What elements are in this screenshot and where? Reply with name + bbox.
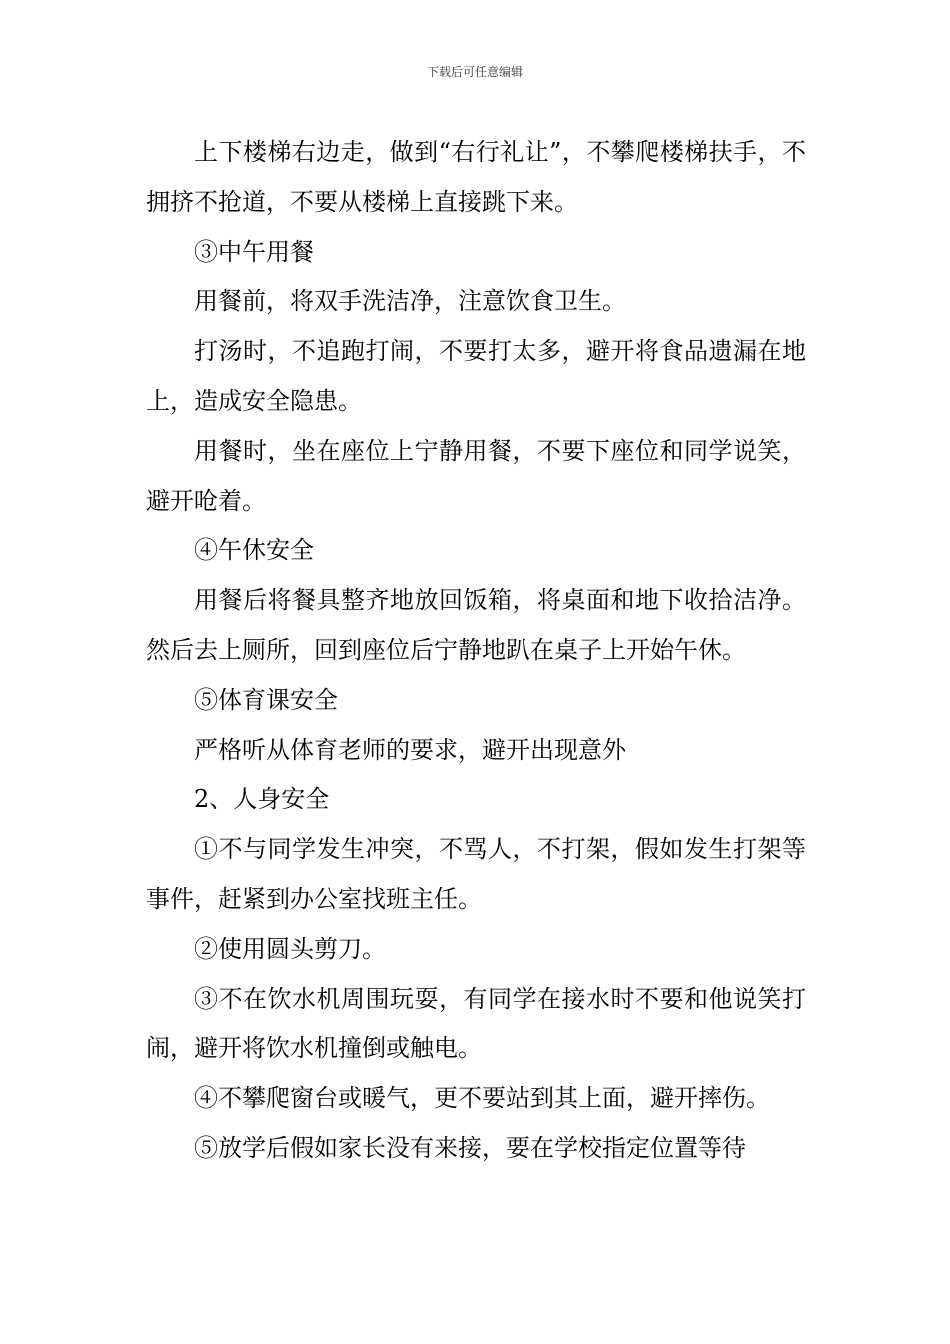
paragraph-during-meal: 用餐时，坐在座位上宁静用餐，不要下座位和同学说笑，避开呛着。	[146, 436, 806, 515]
paragraph-after-school: ⑤放学后假如家长没有来接，要在学校指定位置等待	[194, 1133, 746, 1162]
page-header: 下载后可任意编辑	[426, 65, 523, 79]
paragraph-serving-soup: 打汤时，不追跑打闹，不要打太多，避开将食品遗漏在地上，造成安全隐患。	[146, 337, 806, 415]
heading-pe-safety: ⑤体育课安全	[194, 685, 338, 714]
heading-nap-safety: ④午休安全	[194, 536, 314, 565]
heading-lunch: ③中午用餐	[194, 237, 314, 266]
paragraph-no-climbing: ④不攀爬窗台或暖气，更不要站到其上面，避开摔伤。	[194, 1084, 770, 1113]
paragraph-before-meal: 用餐前，将双手洗洁净，注意饮食卫生。	[194, 287, 626, 316]
paragraph-pe-rules: 严格听从体育老师的要求，避开出现意外	[194, 735, 626, 764]
paragraph-water-dispenser: ③不在饮水机周围玩耍，有同学在接水时不要和他说笑打闹，避开将饮水机撞倒或触电。	[146, 984, 806, 1063]
paragraph-after-meal: 用餐后将餐具整齐地放回饭箱，将桌面和地下收拾洁净。然后去上厕所，回到座位后宁静地趴在桌子上开始午休。	[146, 586, 806, 664]
heading-personal-safety: 2、人身安全	[194, 785, 330, 814]
document-body	[146, 128, 806, 1174]
paragraph-round-scissors: ②使用圆头剪刀。	[194, 934, 386, 963]
paragraph-stair-safety: 上下楼梯右边走，做到“右行礼让”，不攀爬楼梯扶手，不拥挤不抢道，不要从楼梯上直接跳下来。	[146, 138, 806, 216]
paragraph-no-conflict: ①不与同学发生冲突，不骂人，不打架，假如发生打架等事件，赶紧到办公室找班主任。	[146, 835, 806, 913]
